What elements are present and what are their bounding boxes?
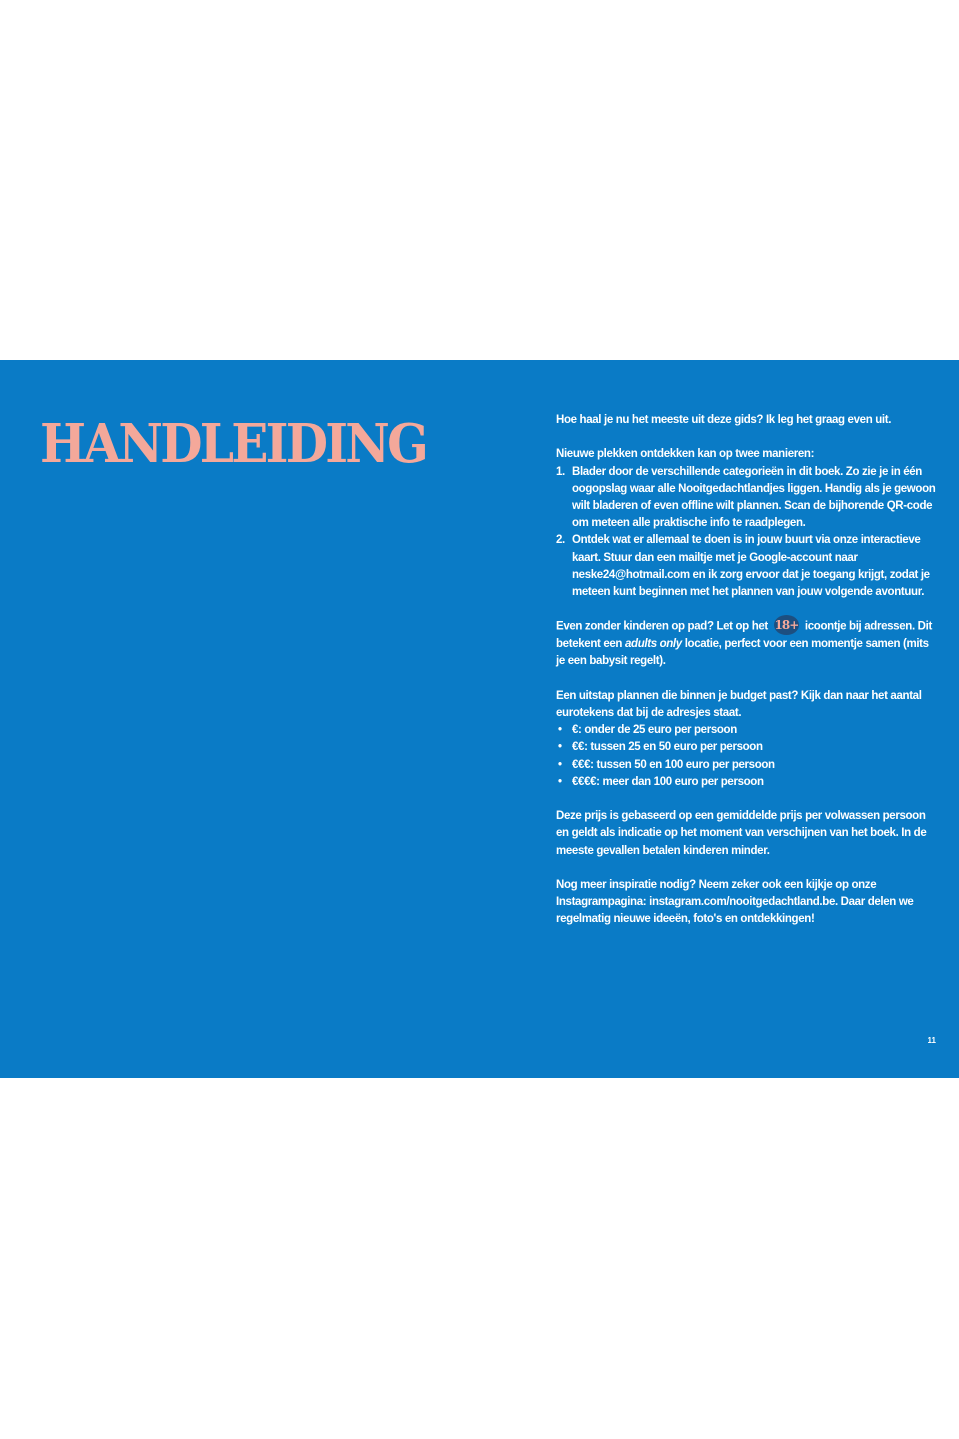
adults-only-icon: 18+ <box>774 615 799 635</box>
list-item <box>556 722 938 739</box>
price-note-paragraph: Deze prijs is gebaseerd op een gemiddelde prijs per volwassen persoon en geldt als indicatie op het moment van verschijnen van het boek. In de meeste gevallen betalen kinderen minder. <box>556 810 927 857</box>
list-item-text: €€: tussen 25 en 50 euro per persoon <box>572 741 763 754</box>
instagram-paragraph: Nog meer inspiratie nodig? Neem zeker ook een kijkje op onze Instagrampagina: instagram.com/nooitgedachtland.be. Daar delen we regelmatig nieuwe ideeën, foto's en ontdekkingen! <box>556 878 914 926</box>
list-item <box>556 532 938 601</box>
list-item-text: Blader door de verschillende categorieën in dit boek. Zo zie je in één oogopslag waar alle Nooitgedachtlandjes liggen. Handig als je gewoon wilt bladeren of even offline wilt plannen. Scan de bijhorende QR-code om meteen alle praktische info te raadplegen. <box>572 465 936 530</box>
intro-paragraph: Hoe haal je nu het meeste uit deze gids? Ik leg het graag even uit. <box>556 414 892 426</box>
list-item <box>556 739 938 756</box>
list-item-text: €€€€: meer dan 100 euro per persoon <box>572 775 764 788</box>
page-title: HANDLEIDING <box>40 413 426 475</box>
list-item <box>556 464 938 533</box>
bullet-icon: • <box>558 758 562 771</box>
list-item-text: €€€: tussen 50 en 100 euro per persoon <box>572 758 775 771</box>
bullet-icon: • <box>558 724 562 737</box>
discover-lead: Nieuwe plekken ontdekken kan op twee manieren: <box>556 448 815 461</box>
budget-list <box>556 722 938 791</box>
page-number: 11 <box>927 1036 936 1045</box>
adults-text-end: locatie, perfect voor een momentje samen (mits je een babysit regelt). <box>556 638 929 668</box>
list-item <box>556 774 938 791</box>
list-marker: 2. <box>556 534 565 547</box>
bullet-icon: • <box>558 741 562 754</box>
adults-text-after: icoontje bij adressen. Dit betekent een <box>556 620 932 651</box>
adults-paragraph <box>556 618 938 670</box>
adults-only-emphasis: adults only <box>624 638 682 651</box>
book-spread <box>0 360 959 1078</box>
budget-lead: Een uitstap plannen die binnen je budget past? Kijk dan naar het aantal eurotekens dat bij de adresjes staat. <box>556 689 922 719</box>
adults-text-before: Even zonder kinderen op pad? Let op het <box>556 620 768 633</box>
list-item-text: €: onder de 25 euro per persoon <box>572 724 737 737</box>
instructions-text <box>556 412 938 946</box>
list-item <box>556 757 938 774</box>
list-marker: 1. <box>556 465 565 478</box>
list-item-text: Ontdek wat er allemaal te doen is in jouw buurt via onze interactieve kaart. Stuur dan een mailtje met je Google-account naar neske24@hotmail.com en ik zorg ervoor dat je toegang krijgt, zodat je meteen kunt beginnen met het plannen van jouw volgende avontuur. <box>572 534 930 599</box>
bullet-icon: • <box>558 775 562 788</box>
discover-list <box>556 464 938 602</box>
